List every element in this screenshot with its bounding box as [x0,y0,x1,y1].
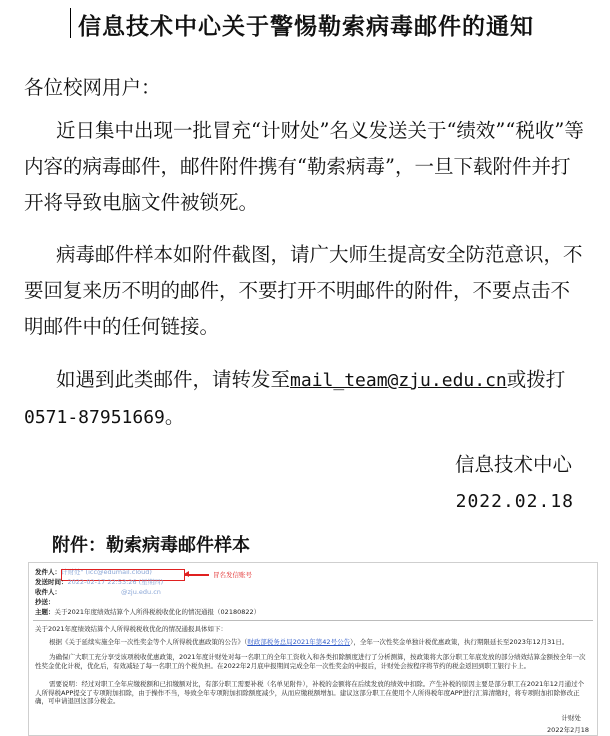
cc-label: 抄送： [35,598,55,606]
attachment-label: 附件：勒索病毒邮件样本 [52,535,250,556]
arrow-left-icon [185,574,209,576]
signature-date: 2022.02.18 [455,491,574,512]
to-value: @zju.edu.cn [121,588,161,596]
sample-signature-date: 2022年2月18 [547,726,589,734]
cc-row [35,598,55,607]
paragraph-3-before: 如遇到此类邮件，请转发至 [56,368,291,391]
body-line-2-a: 根据《关于延续实施全年一次性奖金等个人所得税优惠政策的公告》（ [49,638,248,646]
email-sample-screenshot [28,562,598,736]
body-line-2-b: ），全年一次性奖金单独计税优惠政策，执行期限延长至2023年12月31日。 [350,638,569,646]
report-email-link[interactable]: mail_team@zju.edu.cn [290,370,507,391]
greeting: 各位校网用户： [24,76,161,99]
paragraph-3 [24,362,584,436]
body-line-3: 为确保广大职工充分享受该项税收优惠政策，2021年度计财处对每一名职工的全年工资收入和各类扣除额度进行了分析测算，按政策将大部分职工年底发放的部分绩效结算金额按全年一次性奖金优化计税，优化后，有效减轻了每一名职工的个税负担。在2022年2月底申报期间完成全年一次性奖金的申报后，计财处会按程序将节约的税金返回到职工银行卡上。 [35,653,586,670]
from-label: 发件人： [35,568,61,576]
body-line-4: 需要说明：经过对职工全年应缴税额和已扣缴额对比，有部分职工需要补税（名单见附件），补税的金额将在后续发放的绩效中扣除。产生补税的原因主要是部分职工在2021年12月通过个人所得税APP提交了专项附加扣除，由于操作不当，导致全年专项附加扣除额度减少，从而应缴税额增加。建议这部分职工在使用个人所得税年度APP进行汇算清缴时，将专项附加扣除修改正确，可申请退回这部分税金。 [35,680,585,705]
paragraph-1: 近日集中出现一批冒充“计财处”名义发送关于“绩效”“税收”等内容的病毒邮件，邮件附件携有“勒索病毒”，一旦下载附件并打开将导致电脑文件被锁死。 [24,119,584,214]
subject-value: 关于2021年度绩效结算个人所得税税收优化的情况通报（02180822） [54,608,261,616]
paragraph-3-middle: 或拨打 [506,368,566,391]
paragraph-2: 病毒邮件样本如附件截图，请广大师生提高安全防范意识，不要回复来历不明的邮件，不要打开不明邮件的附件，不要点击不明邮件中的任何链接。 [24,243,583,338]
to-row [35,588,161,597]
sent-value: 2022-02-17 22:53:26 (星期四) [67,578,164,586]
sent-label: 发送时间： [35,578,68,586]
subject-row [35,608,260,617]
page-title: 信息技术中心关于警惕勒索病毒邮件的通知 [78,14,534,40]
sent-row [35,578,163,587]
to-label: 收件人： [35,588,61,596]
body-line-1: 关于2021年度绩效结算个人所得税税收优化的情况通报具体如下： [35,625,228,633]
paragraph-3-after: 。 [164,405,185,428]
from-value: 计财处" (icc@edumail.cloud) [61,568,152,576]
sender-annotation: 冒名发信账号 [213,571,252,579]
divider [33,620,593,621]
text-cursor [70,8,71,38]
sample-signature-org: 计财处 [561,714,581,722]
report-phone: 0571-87951669 [24,407,165,428]
signature-org: 信息技术中心 [454,453,572,476]
policy-link[interactable]: 财政部税务总局2021年第42号公告 [247,638,351,646]
subject-label: 主题： [35,608,55,616]
body-line-2 [35,638,589,647]
